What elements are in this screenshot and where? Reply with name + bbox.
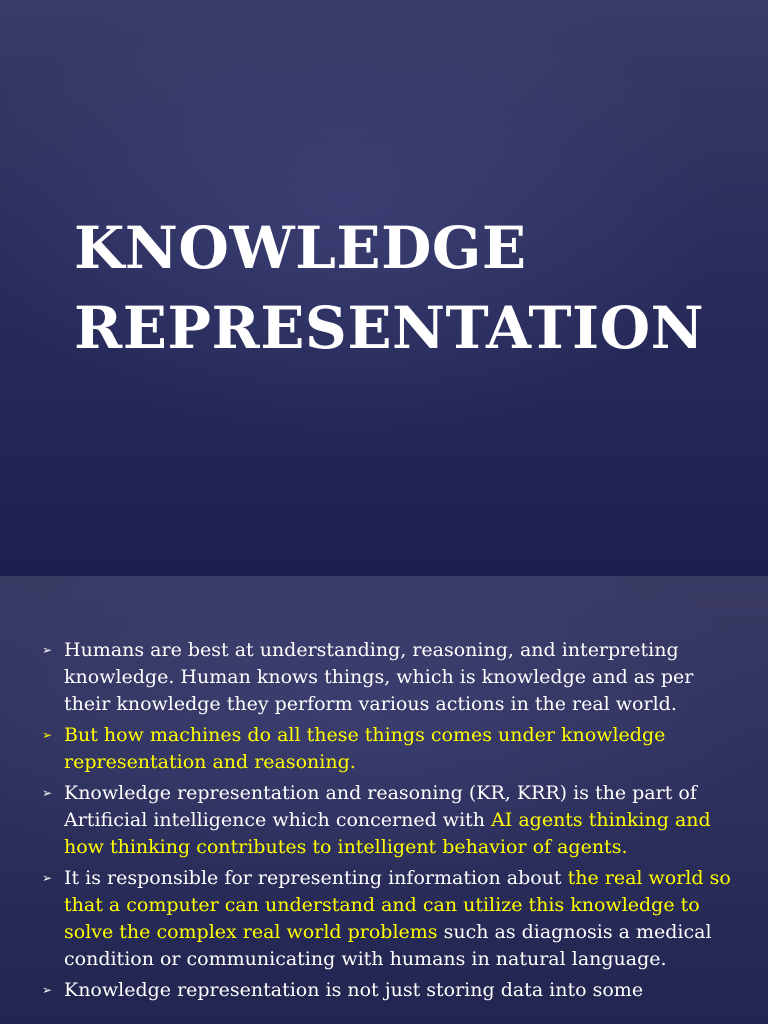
bullet-text: It is responsible for representing information about xyxy=(64,867,568,889)
title-line-2: REPRESENTATION xyxy=(74,294,705,362)
bullet-text: Knowledge representation is not just storing data into some xyxy=(64,979,644,1001)
highlighted-text: But how machines do all these things comes under knowledge representation and reasoning. xyxy=(64,724,666,773)
bullet-list xyxy=(40,637,740,1008)
bullet-text: Knowledge representation and reasoning (KR, KRR) is the part of Artificial intelligence which concerned with xyxy=(64,782,697,831)
content-slide xyxy=(0,576,768,1024)
highlighted-text: the real world so that a computer can understand and can utilize this knowledge to solve the complex real world problems xyxy=(64,867,731,943)
bullet-text: such as diagnosis a medical condition or communicating with humans in natural language. xyxy=(64,921,712,970)
bullet-text: Humans are best at understanding, reasoning, and interpreting knowledge. Human knows things, which is knowledge and as per their knowledge they perform various actions in the real world. xyxy=(64,639,694,715)
title-line-1: KNOWLEDGE xyxy=(74,214,527,282)
bullet-item xyxy=(40,977,740,1004)
bullet-item xyxy=(40,865,740,973)
bullet-item xyxy=(40,780,740,861)
arrow-bullet-icon: ➢ xyxy=(42,983,53,997)
bullet-item xyxy=(40,637,740,718)
arrow-bullet-icon: ➢ xyxy=(42,643,53,657)
arrow-bullet-icon: ➢ xyxy=(42,786,53,800)
bullet-item xyxy=(40,722,740,776)
highlighted-text: AI agents thinking and how thinking contributes to intelligent behavior of agents. xyxy=(64,809,711,858)
slide-title xyxy=(74,208,704,368)
arrow-bullet-icon: ➢ xyxy=(42,728,53,742)
arrow-bullet-icon: ➢ xyxy=(42,871,53,885)
